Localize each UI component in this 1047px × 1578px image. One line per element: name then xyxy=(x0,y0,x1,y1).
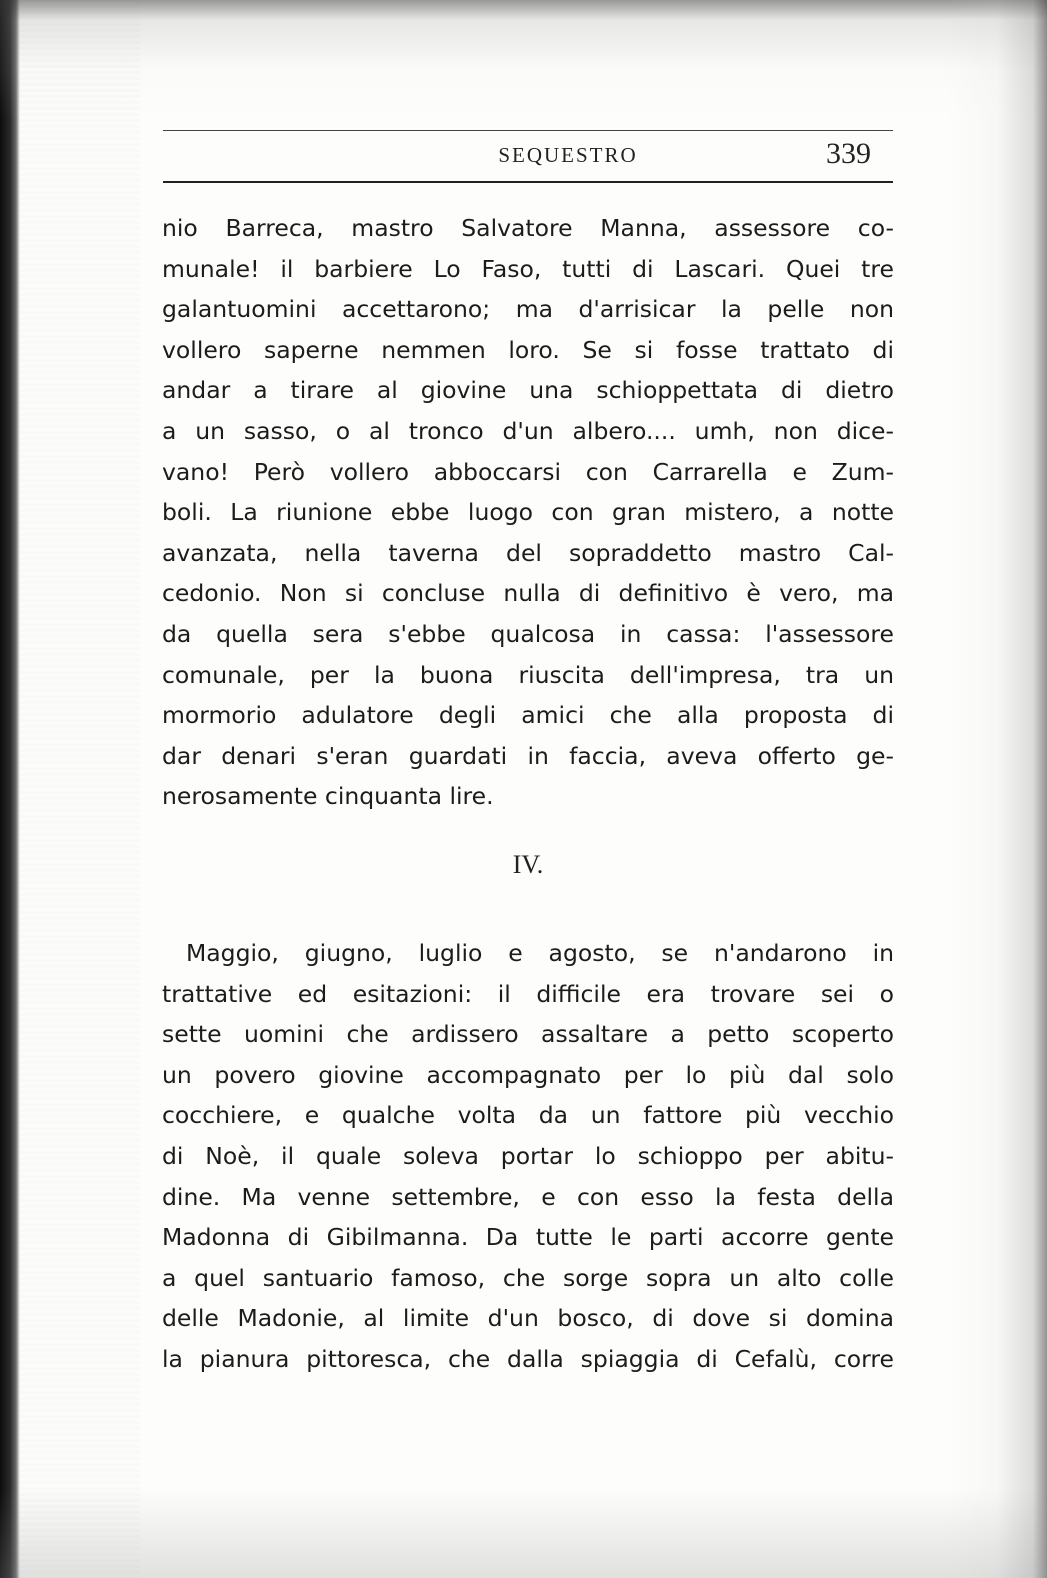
text-line: dine. Ma venne settembre, e con esso la festa della xyxy=(162,1182,894,1211)
running-title: SEQUESTRO xyxy=(498,143,638,167)
text-line: da quella sera s'ebbe qualcosa in cassa: l'assessore xyxy=(162,619,894,648)
header-rule-bottom xyxy=(163,181,893,183)
text-line: boli. La riunione ebbe luogo con gran mistero, a notte xyxy=(162,498,894,527)
text-line: la pianura pittoresca, che dalla spiaggia di Cefalù, corre xyxy=(162,1344,894,1373)
text-line: delle Madonie, al limite d'un bosco, di dove si domina xyxy=(162,1304,894,1333)
text-line: sette uomini che ardissero assaltare a petto scoperto xyxy=(162,1020,894,1049)
text-line: andar a tirare al giovine una schioppettata di dietro xyxy=(162,376,894,405)
text-line: cedonio. Non si concluse nulla di definitivo è vero, ma xyxy=(162,579,894,608)
text-line: nio Barreca, mastro Salvatore Manna, assessore co- xyxy=(162,214,894,242)
scan-edge-right xyxy=(947,0,1047,1578)
text-line: trattative ed esitazioni: il difficile era trovare sei o xyxy=(162,979,894,1008)
text-line: a un sasso, o al tronco d'un albero.... umh, non dice- xyxy=(162,416,894,445)
text-line: Maggio, giugno, luglio e agosto, se n'andarono in xyxy=(186,939,894,967)
text-line: avanzata, nella taverna del sopraddetto mastro Cal- xyxy=(162,538,894,567)
text-line: di Noè, il quale soleva portar lo schioppo per abitu- xyxy=(162,1141,894,1170)
paragraph-section-iv xyxy=(162,933,894,1380)
text-line: mormorio adulatore degli amici che alla proposta di xyxy=(162,701,894,730)
text-line: dar denari s'eran guardati in faccia, aveva offerto ge- xyxy=(162,741,894,770)
text-line: vano! Però vollero abboccarsi con Carrarella e Zum- xyxy=(162,457,894,486)
page-spine-shadow xyxy=(0,0,20,1578)
text-line: galantuomini accettarono; ma d'arrisicar la pelle non xyxy=(162,295,894,324)
header-rule-top xyxy=(163,130,893,131)
section-heading: IV. xyxy=(512,850,544,879)
scan-noise-left xyxy=(20,0,140,1578)
text-line: munale! il barbiere Lo Faso, tutti di Lascari. Quei tre xyxy=(162,254,894,283)
paragraph-continued xyxy=(162,208,894,817)
text-line: a quel santuario famoso, che sorge sopra un alto colle xyxy=(162,1263,894,1292)
text-line: cocchiere, e qualche volta da un fattore più vecchio xyxy=(162,1101,894,1130)
page-number: 339 xyxy=(826,137,871,170)
text-line: un povero giovine accompagnato per lo più dal solo xyxy=(162,1060,894,1089)
text-line: nerosamente cinquanta lire. xyxy=(162,782,494,811)
scan-edge-top xyxy=(0,0,1047,120)
text-line: Madonna di Gibilmanna. Da tutte le parti accorre gente xyxy=(162,1223,894,1252)
text-line: comunale, per la buona riuscita dell'impresa, tra un xyxy=(162,660,894,689)
scan-edge-bottom xyxy=(0,1488,1047,1578)
text-line: vollero saperne nemmen loro. Se si fosse trattato di xyxy=(162,335,894,364)
